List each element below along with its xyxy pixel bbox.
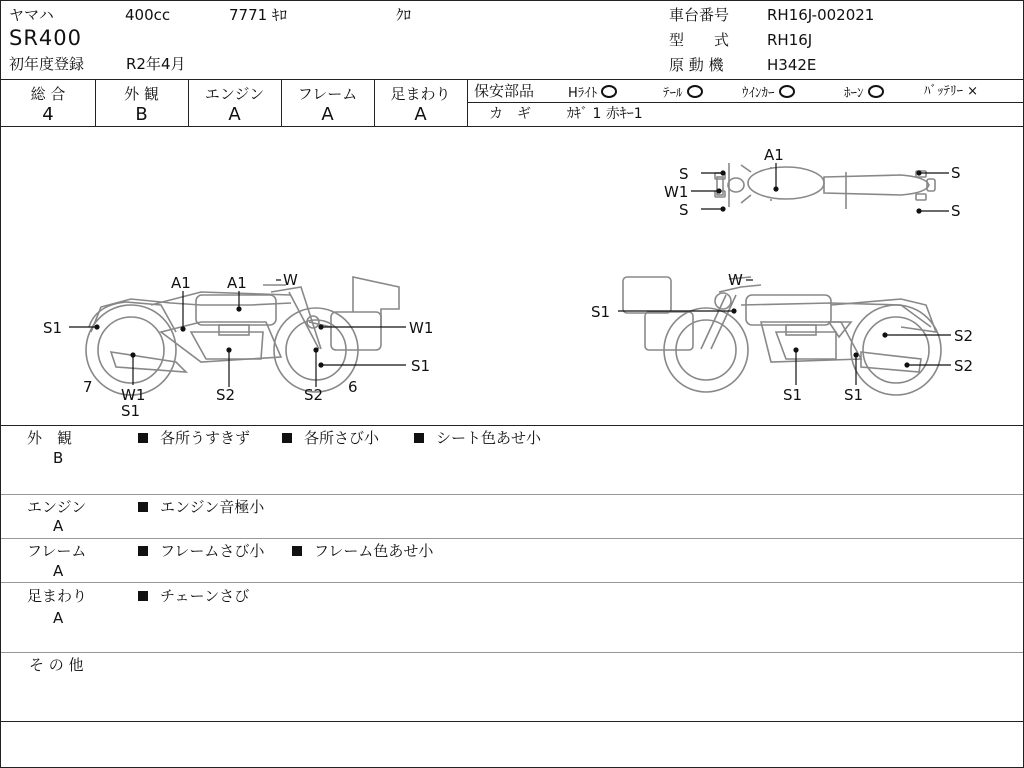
remark-other-category: そ の 他: [29, 656, 84, 674]
ok-circle-icon: [779, 85, 795, 98]
bullet-square-icon: [138, 502, 148, 512]
maker: ヤマハ: [9, 6, 54, 24]
grade-suspension-label: 足まわり: [390, 85, 451, 103]
remarks-divider: [1, 494, 1023, 495]
type-label: 型 式: [669, 31, 730, 49]
mark-label: S2: [304, 386, 324, 404]
safety-item-horn: ﾎｰﾝ: [844, 85, 884, 100]
diagram-bottom-border: [1, 425, 1023, 426]
mark-label: S: [679, 201, 689, 219]
remarks-divider: [1, 538, 1023, 539]
grade-total-label: 総 合: [30, 85, 66, 103]
bullet-square-icon: [138, 433, 148, 443]
motorcycle-top-view: [715, 163, 935, 209]
mark-label: 6: [348, 378, 358, 396]
remark-exterior-grade: B: [53, 449, 64, 467]
mark-label: S1: [411, 357, 431, 375]
grade-exterior-label: 外 観: [124, 85, 159, 103]
remark-item: チェーンさび: [138, 589, 249, 604]
grade-engine-label: エンジン: [204, 85, 265, 103]
mark-label: W: [728, 271, 743, 289]
bullet-square-icon: [292, 546, 302, 556]
remark-item: エンジン音極小: [138, 500, 264, 515]
grade-frame-value: A: [321, 104, 334, 125]
mark-label: A1: [227, 274, 247, 292]
ok-circle-icon: [601, 85, 617, 98]
mark-label: S2: [216, 386, 236, 404]
first-registration-label: 初年度登録: [9, 55, 85, 73]
color: ｸﾛ: [396, 6, 412, 24]
grade-table-top-border: [1, 79, 1023, 80]
damage-diagram: [1, 127, 1023, 425]
mark-label: A1: [764, 146, 784, 164]
bullet-square-icon: [282, 433, 292, 443]
remarks-divider: [1, 582, 1023, 583]
mark-label: S2: [954, 327, 974, 345]
engine-model-value: H342E: [767, 56, 817, 74]
remark-engine-category: エンジン: [27, 498, 87, 516]
remark-item: フレームさび小: [138, 544, 264, 559]
mark-label: W: [283, 271, 298, 289]
safety-item-headlight: Hﾗｲﾄ: [568, 85, 617, 100]
remark-item: シート色あせ小: [414, 431, 541, 446]
ok-circle-icon: [868, 85, 884, 98]
engine-model-label: 原 動 機: [669, 56, 724, 74]
grade-engine-value: A: [228, 104, 241, 125]
safety-item-winker: ｳｲﾝｶｰ: [742, 85, 795, 100]
first-registration-value: R2年4月: [126, 55, 186, 73]
displacement: 400cc: [125, 6, 171, 24]
grade-total-value: 4: [42, 104, 54, 125]
safety-parts-label: 保安部品: [474, 82, 535, 100]
remark-item: 各所うすきず: [138, 431, 250, 446]
model-name: SR400: [9, 26, 83, 50]
grade-suspension-value: A: [414, 104, 427, 125]
bullet-square-icon: [138, 591, 148, 601]
mark-label: S: [951, 164, 961, 182]
bullet-square-icon: [138, 546, 148, 556]
mark-label: S1: [43, 319, 63, 337]
remarks-bottom-border: [1, 721, 1023, 722]
mark-label: W1: [121, 386, 146, 404]
remark-frame-category: フレーム: [27, 542, 87, 560]
safety-divider: [467, 102, 1024, 103]
mark-label: S1: [121, 402, 141, 420]
mark-label: W1: [664, 183, 689, 201]
remark-item: フレーム色あせ小: [292, 544, 433, 559]
mileage: 7771 ｷﾛ: [229, 6, 287, 24]
safety-item-tail: ﾃｰﾙ: [663, 85, 703, 100]
frame-number-label: 車台番号: [669, 6, 730, 24]
mark-label: 7: [83, 378, 93, 396]
remark-frame-grade: A: [53, 562, 64, 580]
type-value: RH16J: [767, 31, 813, 49]
mark-label: S: [951, 202, 961, 220]
mark-label: S: [679, 165, 689, 183]
remark-exterior-category: 外 観: [27, 429, 73, 447]
mark-label: S2: [954, 357, 974, 375]
remark-item: 各所さび小: [282, 431, 379, 446]
mark-label: S1: [591, 303, 611, 321]
ok-circle-icon: [687, 85, 703, 98]
motorcycle-right-view: [623, 277, 941, 395]
safety-item-battery: ﾊﾞｯﾃﾘｰ ×: [924, 84, 979, 99]
remark-suspension-category: 足まわり: [27, 587, 88, 605]
mark-label: W1: [409, 319, 434, 337]
mark-label: A1: [171, 274, 191, 292]
frame-number-value: RH16J-002021: [767, 6, 875, 24]
mark-label: S1: [844, 386, 864, 404]
key-label: カ ギ: [489, 106, 531, 122]
remark-suspension-grade: A: [53, 609, 64, 627]
remarks-divider: [1, 652, 1023, 653]
grade-exterior-value: B: [135, 104, 148, 125]
mark-label: S1: [783, 386, 803, 404]
bullet-square-icon: [414, 433, 424, 443]
remark-engine-grade: A: [53, 517, 64, 535]
ng-cross-icon: ×: [967, 84, 979, 99]
key-value: ｶｷﾞ 1 赤ｷｰ1: [567, 106, 643, 122]
grade-frame-label: フレーム: [297, 85, 358, 103]
